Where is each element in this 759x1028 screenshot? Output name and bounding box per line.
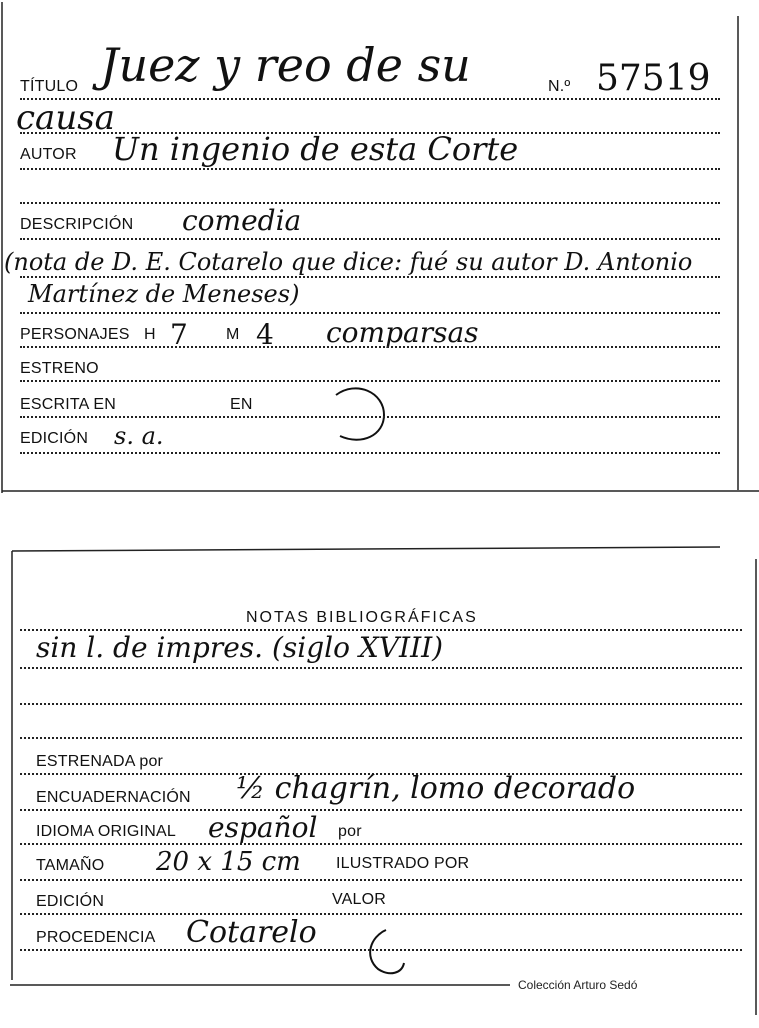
procedencia-line: [20, 949, 742, 951]
valor-label: VALOR: [332, 891, 387, 908]
tamano-label: TAMAÑO: [36, 857, 105, 874]
descripcion-line: [20, 238, 720, 240]
autor-label: AUTOR: [20, 146, 77, 163]
titulo-handwritten-continued: causa: [16, 98, 115, 138]
personajes-h-value: 7: [170, 318, 188, 351]
idioma-handwritten: español: [208, 811, 318, 844]
ilustrado-label: ILUSTRADO POR: [336, 855, 470, 872]
estreno-label: ESTRENO: [20, 360, 99, 377]
nota-line: [20, 276, 720, 278]
descripcion-label: DESCRIPCIÓN: [20, 216, 134, 233]
nota-handwritten: (nota de D. E. Cotarelo que dice: fué su autor D. Antonio: [4, 248, 693, 276]
procedencia-handwritten: Cotarelo: [186, 915, 317, 950]
autor-line: [20, 168, 720, 170]
titulo-line: [20, 98, 720, 100]
personajes-handwritten: comparsas: [326, 316, 479, 349]
personajes-label: PERSONAJES: [20, 326, 130, 343]
descripcion-handwritten: comedia: [182, 204, 302, 237]
idioma-label: IDIOMA ORIGINAL: [36, 823, 176, 840]
notas-line-3: [20, 703, 742, 705]
nota-line-2: [20, 312, 720, 314]
edicion-handwritten: s. a.: [114, 422, 164, 450]
encuadernacion-line: [20, 809, 742, 811]
notas-line-2: [20, 667, 742, 669]
nota-handwritten-continued: Martínez de Meneses): [28, 280, 300, 308]
catalog-card-back: [0, 545, 759, 1028]
autor-handwritten: Un ingenio de esta Corte: [112, 130, 519, 168]
estrenada-label: ESTRENADA por: [36, 753, 164, 770]
blank-line: [20, 202, 720, 204]
procedencia-label: PROCEDENCIA: [36, 929, 156, 946]
personajes-m-value: 4: [256, 318, 274, 351]
notas-line-4: [20, 737, 742, 739]
escrita-label: ESCRITA EN: [20, 396, 116, 413]
idioma-line: [20, 843, 742, 845]
notas-heading: NOTAS BIBLIOGRÁFICAS: [246, 609, 478, 626]
encuadernacion-label: ENCUADERNACIÓN: [36, 789, 191, 806]
collection-caption: Colección Arturo Sedó: [518, 978, 638, 992]
tamano-handwritten: 20 x 15 cm: [156, 847, 301, 877]
catalog-card-front: [0, 0, 759, 495]
personajes-line: [20, 346, 720, 348]
escrita-line: [20, 416, 720, 418]
personajes-m-label: M: [226, 326, 240, 343]
idioma-por-label: por: [338, 823, 362, 840]
numero-handwritten: 57519: [596, 58, 711, 99]
tamano-line: [20, 879, 742, 881]
edicion-back-line: [20, 913, 742, 915]
titulo-handwritten: Juez y reo de su: [100, 38, 471, 92]
personajes-h-label: H: [144, 326, 156, 343]
estreno-line: [20, 380, 720, 382]
edicion-label: EDICIÓN: [20, 430, 89, 447]
edicion-back-label: EDICIÓN: [36, 893, 105, 910]
numero-label: N.º: [548, 78, 571, 95]
edicion-line: [20, 452, 720, 454]
encuadernacion-handwritten: ½ chagrín, lomo decorado: [236, 771, 636, 806]
notas-handwritten: sin l. de impres. (siglo XVIII): [36, 631, 444, 664]
titulo-label: TÍTULO: [20, 78, 79, 95]
escrita-en-label: EN: [230, 396, 253, 413]
